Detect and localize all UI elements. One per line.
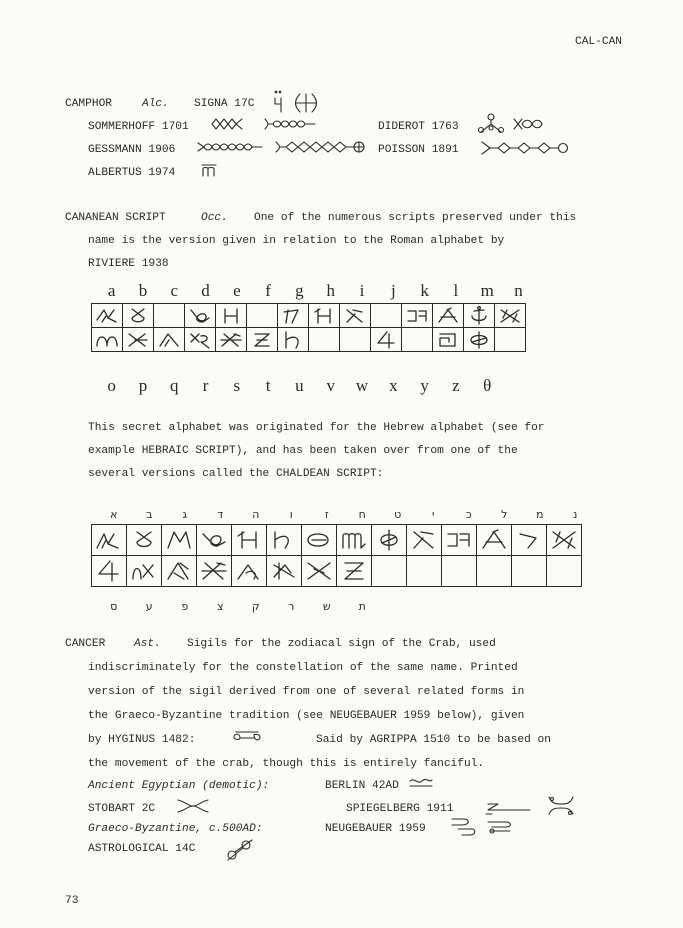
hebrew-letter-label: ט <box>394 508 402 521</box>
letter-label: k <box>420 281 429 300</box>
glyph-cell <box>247 328 278 352</box>
letter-label: f <box>265 281 271 300</box>
hebrew-letter-label: נ <box>573 508 578 521</box>
letter-label: c <box>170 281 179 300</box>
body-text: name is the version given in relation to the Roman alphabet by <box>88 235 505 247</box>
glyph-cell <box>402 328 433 352</box>
letter-label: p <box>138 376 148 395</box>
hebrew-letter-label: ל <box>501 508 508 521</box>
field-abbrev: Ast. <box>134 638 161 650</box>
glyph-cell <box>371 304 402 328</box>
source-label: DIDEROT 1763 <box>378 121 459 133</box>
letter-label: n <box>514 281 523 300</box>
glyph-cell <box>337 525 372 556</box>
letter-label: u <box>295 376 304 395</box>
glyph-cell <box>267 525 302 556</box>
field-abbrev: Occ. <box>201 212 228 224</box>
source-label: ASTROLOGICAL 14C <box>88 843 196 855</box>
entry-term-camphor: CAMPHOR <box>65 98 112 110</box>
source-label: ALBERTUS 1974 <box>88 167 176 179</box>
glyph-cell <box>92 525 127 556</box>
camphor-sigil-sommerhoff-2 <box>263 116 323 132</box>
glyph-cell <box>154 328 185 352</box>
hebrew-letter-label: מ <box>536 508 544 521</box>
hebrew-letter-label: ו <box>289 508 293 521</box>
script-table-footer-roman <box>96 376 503 396</box>
glyph-cell <box>302 556 337 587</box>
glyph-cell <box>442 556 477 587</box>
field-abbrev: Alc. <box>142 98 169 110</box>
glyph-cell <box>371 328 402 352</box>
letter-label: e <box>233 281 241 300</box>
glyph-cell <box>402 304 433 328</box>
glyph-cell <box>372 525 407 556</box>
camphor-sigil-albertus <box>200 162 220 178</box>
glyph-cell <box>464 304 495 328</box>
glyph-cell <box>232 556 267 587</box>
glyph-cell <box>267 556 302 587</box>
body-text: One of the numerous scripts preserved under this <box>254 212 577 224</box>
glyph-cell <box>162 525 197 556</box>
letter-label: t <box>265 376 271 395</box>
hebrew-letter-label: י <box>432 508 435 521</box>
glyph-cell <box>92 304 123 328</box>
glyph-cell <box>512 525 547 556</box>
camphor-sigil-diderot-1 <box>476 112 506 134</box>
body-text: example HEBRAIC SCRIPT), and has been taken over from one of the <box>88 445 518 457</box>
glyph-cell <box>127 556 162 587</box>
letter-label: θ <box>483 376 492 395</box>
hebrew-letter-label: א <box>110 508 118 521</box>
hebrew-letter-label: ר <box>288 600 295 613</box>
glyph-cell <box>216 328 247 352</box>
glyph-cell <box>407 525 442 556</box>
glyph-cell <box>185 328 216 352</box>
source-label: STOBART 2C <box>88 803 156 815</box>
glyph-cell <box>92 328 123 352</box>
glyph-cell <box>123 328 154 352</box>
body-text: by HYGINUS 1482: <box>88 734 196 746</box>
cancer-sigil-berlin <box>408 776 434 788</box>
page-number: 73 <box>65 895 79 907</box>
letter-label: a <box>107 281 116 300</box>
glyph-cell <box>247 304 278 328</box>
hebrew-letter-label: ס <box>110 600 118 613</box>
hebrew-letter-label: ד <box>217 508 224 521</box>
cancer-sigil-spiegelberg-1 <box>484 800 534 816</box>
hebrew-letter-label: ש <box>322 600 331 613</box>
glyph-cell <box>162 556 197 587</box>
camphor-sigil-gessmann-2 <box>274 139 374 155</box>
body-text: several versions called the CHALDEAN SCRIPT: <box>88 468 384 480</box>
cancer-sigil-astrological <box>224 838 256 862</box>
hebrew-letter-label: צ <box>216 600 224 613</box>
body-text: the movement of the crab, though this is entirely fanciful. <box>88 758 485 770</box>
hebrew-letter-label: ח <box>358 508 366 521</box>
glyph-cell <box>340 328 371 352</box>
source-label: SPIEGELBERG 1911 <box>346 803 454 815</box>
letter-label: b <box>138 281 148 300</box>
glyph-cell <box>547 556 582 587</box>
glyph-cell <box>216 304 247 328</box>
letter-label: i <box>359 281 365 300</box>
glyph-cell <box>433 328 464 352</box>
glyph-cell <box>123 304 154 328</box>
camphor-sigil-sommerhoff-1 <box>210 116 246 132</box>
letter-label: r <box>202 376 209 395</box>
hebrew-letter-label: פ <box>181 600 189 613</box>
hebrew-letter-label: ק <box>251 600 260 613</box>
letter-label: w <box>355 376 369 395</box>
letter-label: z <box>452 376 460 395</box>
script-table-header-hebrew <box>96 508 593 521</box>
glyph-cell <box>154 304 185 328</box>
running-head: CAL-CAN <box>575 36 622 48</box>
glyph-cell <box>512 556 547 587</box>
script-table-footer-hebrew <box>96 600 380 613</box>
glyph-cell <box>185 304 216 328</box>
glyph-cell <box>302 525 337 556</box>
body-text: version of the sigil derived from one of several related forms in <box>88 686 525 698</box>
glyph-cell <box>278 328 309 352</box>
letter-label: m <box>480 281 494 300</box>
letter-label: d <box>201 281 210 300</box>
glyph-cell <box>232 525 267 556</box>
source-label: POISSON 1891 <box>378 144 459 156</box>
cancer-sigil-hyginus <box>232 728 262 742</box>
body-text: RIVIERE 1938 <box>88 258 169 270</box>
glyph-cell <box>464 328 495 352</box>
letter-label: y <box>420 376 429 395</box>
glyph-cell <box>477 556 512 587</box>
cancer-sigil-stobart <box>176 796 210 816</box>
glyph-cell <box>127 525 162 556</box>
tradition-label: Ancient Egyptian (demotic): <box>88 780 270 792</box>
cancer-sigil-neugebauer-2 <box>484 817 516 835</box>
source-label: SOMMERHOFF 1701 <box>88 121 189 133</box>
chaldean-script-table <box>91 524 582 587</box>
letter-label: j <box>390 281 396 300</box>
glyph-cell <box>309 304 340 328</box>
hebrew-letter-label: ז <box>324 508 329 521</box>
glyph-cell <box>477 525 512 556</box>
camphor-sigil-diderot-2 <box>512 116 548 132</box>
hebrew-letter-label: ה <box>252 508 260 521</box>
letter-label: o <box>107 376 116 395</box>
camphor-sigil-signa <box>272 90 322 114</box>
glyph-cell <box>372 556 407 587</box>
body-text: This secret alphabet was originated for the Hebrew alphabet (see for <box>88 422 545 434</box>
glyph-cell <box>495 304 526 328</box>
letter-label: s <box>233 376 241 395</box>
glyph-cell <box>197 556 232 587</box>
hebrew-letter-label: ת <box>358 600 366 613</box>
hebrew-letter-label: ב <box>146 508 153 521</box>
letter-label: l <box>453 281 459 300</box>
glyph-cell <box>309 328 340 352</box>
glyph-cell <box>337 556 372 587</box>
glyph-cell <box>442 525 477 556</box>
letter-label: q <box>169 376 179 395</box>
body-text: the Graeco-Byzantine tradition (see NEUGEBAUER 1959 below), given <box>88 710 525 722</box>
letter-label: g <box>295 281 304 300</box>
body-text: Said by AGRIPPA 1510 to be based on <box>316 734 551 746</box>
script-table-header-roman <box>96 281 534 301</box>
body-text: indiscriminately for the constellation of the same name. Printed <box>88 662 518 674</box>
source-label: SIGNA 17C <box>194 98 255 110</box>
hebrew-letter-label: כ <box>465 508 472 521</box>
glyph-cell <box>278 304 309 328</box>
hebrew-letter-label: ע <box>145 600 153 613</box>
entry-term-cancer: CANCER <box>65 638 106 650</box>
tradition-label: Graeco-Byzantine, c.500AD: <box>88 823 263 835</box>
source-label: NEUGEBAUER 1959 <box>325 823 426 835</box>
letter-label: h <box>326 281 335 300</box>
cancer-sigil-spiegelberg-2 <box>546 794 576 818</box>
glyph-cell <box>197 525 232 556</box>
glyph-cell <box>433 304 464 328</box>
entry-term-cananean: CANANEAN SCRIPT <box>65 212 166 224</box>
glyph-cell <box>547 525 582 556</box>
camphor-sigil-poisson <box>480 140 572 156</box>
cancer-sigil-neugebauer-1 <box>448 815 478 837</box>
glyph-cell <box>495 328 526 352</box>
source-label: BERLIN 42AD <box>325 780 399 792</box>
camphor-sigil-gessmann-1 <box>196 140 266 154</box>
glyph-cell <box>340 304 371 328</box>
letter-label: v <box>326 376 335 395</box>
glyph-cell <box>92 556 127 587</box>
body-text: Sigils for the zodiacal sign of the Crab, used <box>187 638 496 650</box>
source-label: GESSMANN 1906 <box>88 144 176 156</box>
glyph-cell <box>407 556 442 587</box>
letter-label: x <box>389 376 398 395</box>
cananean-script-table <box>91 303 526 352</box>
hebrew-letter-label: ג <box>182 508 188 521</box>
